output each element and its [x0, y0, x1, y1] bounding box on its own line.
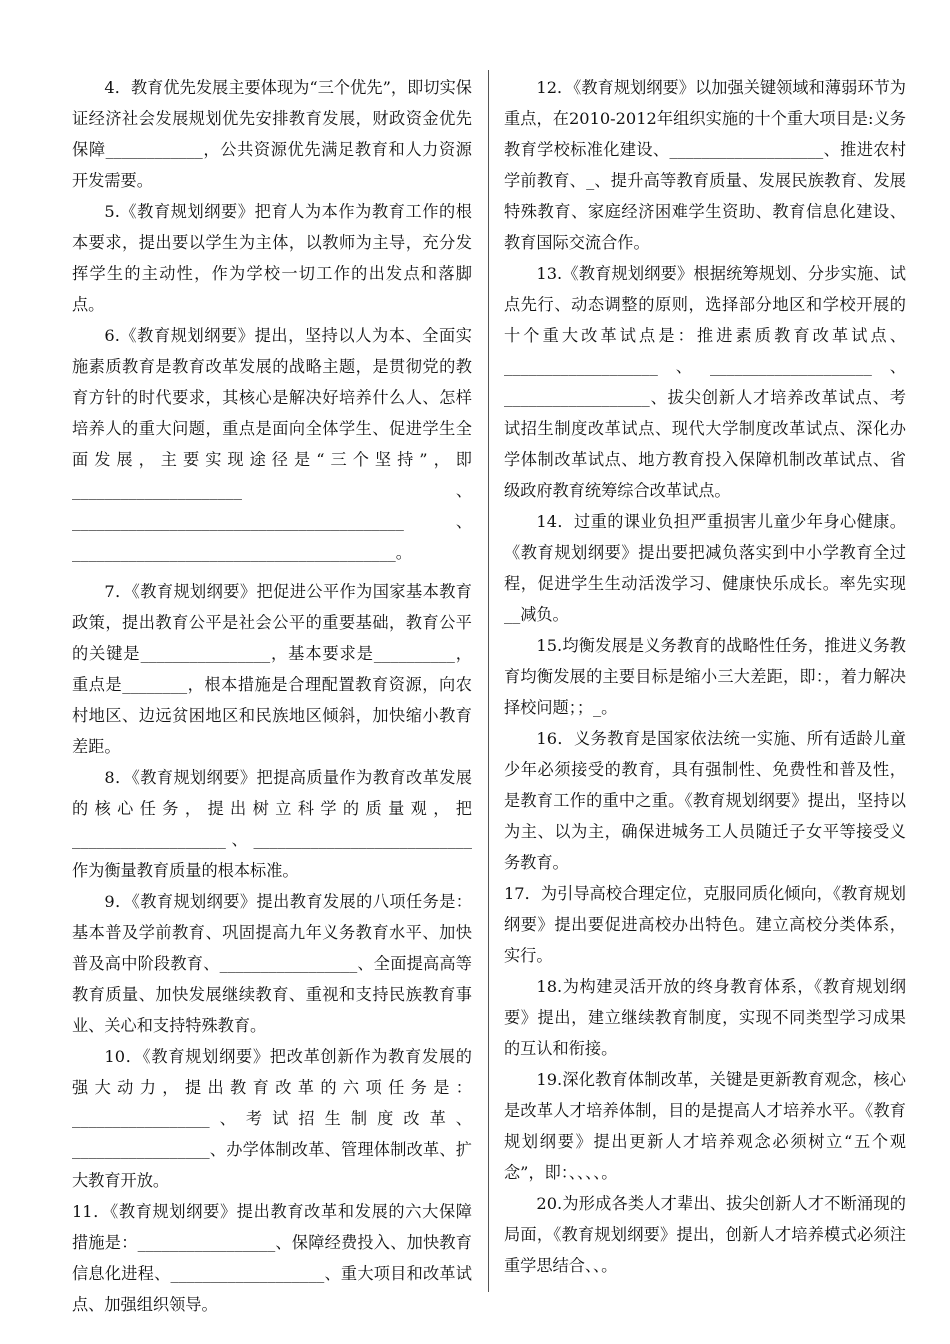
- question-4: 4．教育优先发展主要体现为“三个优先”，即切实保证经济社会发展规划优先安排教育发展，财政资金优先保障____________，公共资源优先满足教育和人力资源开发需要。: [72, 78, 472, 190]
- question-16: 16．义务教育是国家依法统一实施、所有适龄儿童少年必须接受的教育，具有强制性、免费性和普及性，是教育工作的重中之重。《教育规划纲要》提出，坚持以为主、以为主，确保进城务工人员随迁子女平等接受义务教育。: [504, 729, 906, 872]
- question-20: 20.为形成各类人才辈出、拔尖创新人才不断涌现的局面，《教育规划纲要》提出，创新人才培养模式必须注重学思结合、、。: [504, 1194, 906, 1275]
- question-17: 17．为引导高校合理定位，克服同质化倾向，《教育规划纲要》提出要促进高校办出特色。建立高校分类体系，实行。: [504, 884, 906, 965]
- question-11: 11．《教育规划纲要》提出教育改革和发展的六大保障措施是：_________________、保障经费投入、加快教育信息化进程、___________________、重大项目和改革试点、加强组织领导。: [72, 1202, 472, 1314]
- right-column: [504, 72, 906, 1281]
- left-column: [72, 72, 472, 1320]
- question-14: 14．过重的课业负担严重损害儿童少年身心健康。《教育规划纲要》提出要把减负落实到中小学教育全过程，促进学生生动活泼学习、健康快乐成长。率先实现__减负。: [504, 512, 906, 624]
- question-10: 10．《教育规划纲要》把改革创新作为教育发展的强大动力，提出教育改革的六项任务是：_________________、考试招生制度改革、_________________、办学体制改革、管理体制改革、扩大教育开放。: [72, 1047, 472, 1190]
- question-5: 5.《教育规划纲要》把育人为本作为教育工作的根本要求，提出要以学生为主体，以教师为主导，充分发挥学生的主动性，作为学校一切工作的出发点和落脚点。: [72, 202, 472, 314]
- question-15: 15.均衡发展是义务教育的战略性任务，推进义务教育均衡发展的主要目标是缩小三大差距，即：，着力解决择校问题；；_。: [504, 636, 906, 717]
- column-divider: [488, 70, 489, 1292]
- question-8: 8．《教育规划纲要》把提高质量作为教育改革发展的核心任务，提出树立科学的质量观，把___________________、___________________________作为衡量教育质量的根本标准。: [72, 768, 472, 880]
- question-13: 13.《教育规划纲要》根据统筹规划、分步实施、试点先行、动态调整的原则，选择部分地区和学校开展的十个重大改革试点是：推进素质教育改革试点、___________________、____________________、__________________、拔尖创新人才培养改革试点、考试招生制度改革试点、现代大学制度改革试点、深化办学体制改革试点、地方教育投入保障机制改革试点、省级政府教育统筹综合改革试点。: [504, 264, 906, 500]
- question-18: 18.为构建灵活开放的终身教育体系，《教育规划纲要》提出，建立继续教育制度，实现不同类型学习成果的互认和衔接。: [504, 977, 906, 1058]
- question-19: 19.深化教育体制改革，关键是更新教育观念，核心是改革人才培养体制，目的是提高人才培养水平。《教育规划纲要》提出更新人才培养观念必须树立“五个观念”，即：、、、、。: [504, 1070, 906, 1182]
- question-12: 12．《教育规划纲要》以加强关键领域和薄弱环节为重点，在2010-2012年组织实施的十个重大项目是:义务教育学校标准化建设、___________________、推进农村学前教育、_、提升高等教育质量、发展民族教育、发展特殊教育、家庭经济困难学生资助、教育信息化建设、教育国际交流合作。: [504, 78, 906, 252]
- question-6: 6.《教育规划纲要》提出，坚持以人为本、全面实施素质教育是教育改革发展的战略主题，是贯彻党的教育方针的时代要求，其核心是解决好培养什么人、怎样培养人的重大问题，重点是面向全体学生、促进学生全面发展，主要实现途径是“三个坚持”，即_____________________、_________________________________________、________________________________________。: [72, 326, 472, 562]
- question-7: 7．《教育规划纲要》把促进公平作为国家基本教育政策，提出教育公平是社会公平的重要基础，教育公平的关键是________________，基本要求是__________，重点是________，根本措施是合理配置教育资源，向农村地区、边远贫困地区和民族地区倾斜，加快缩小教育差距。: [72, 582, 472, 756]
- question-9: 9．《教育规划纲要》提出教育发展的八项任务是：基本普及学前教育、巩固提高九年义务教育水平、加快普及高中阶段教育、_________________、全面提高高等教育质量、加快发展继续教育、重视和支持民族教育事业、关心和支持特殊教育。: [72, 892, 472, 1035]
